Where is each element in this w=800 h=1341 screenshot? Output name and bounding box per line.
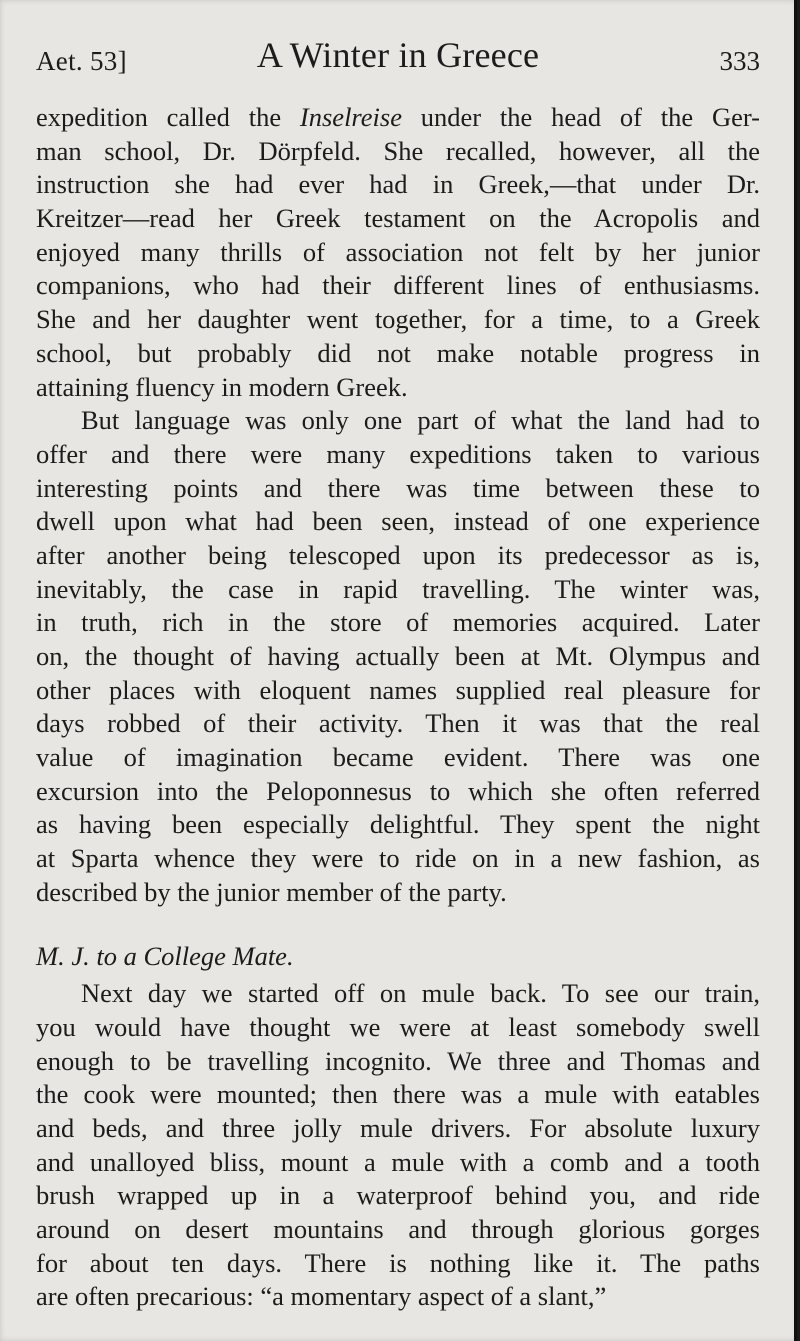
- text-line: man school, Dr. Dörpfeld. She recalled, however, all the: [36, 135, 760, 166]
- text-line: enjoyed many thrills of association not felt by her junior: [36, 236, 760, 267]
- text-line: Kreitzer—read her Greek testament on the Acropolis and: [36, 203, 760, 234]
- header-age-note: Aet. 53]: [36, 46, 127, 76]
- page-number: 333: [719, 46, 760, 76]
- text-line: Next day we started off on mule back. To see our train,: [81, 978, 760, 1009]
- text-line: you would have thought we were at least somebody swell: [36, 1011, 760, 1042]
- text-line: inevitably, the case in rapid travelling. The winter was,: [36, 573, 760, 604]
- page-edge-shadow: [794, 0, 797, 1341]
- paragraph-2: [36, 404, 760, 909]
- text-line: in truth, rich in the store of memories acquired. Later: [36, 607, 760, 638]
- text-line: companions, who had their different lines of enthusiasms.: [36, 270, 760, 301]
- text-line: the cook were mounted; then there was a mule with eatables: [36, 1079, 760, 1110]
- text-line: But language was only one part of what the land had to: [81, 405, 760, 436]
- text-line: as having been especially delightful. They spent the night: [36, 809, 760, 840]
- text-line: described by the junior member of the party.: [36, 876, 507, 907]
- text-line: school, but probably did not make notable progress in: [36, 337, 760, 368]
- header-title: A Winter in Greece: [256, 35, 540, 75]
- text-line: enough to be travelling incognito. We three and Thomas and: [36, 1045, 760, 1076]
- text-line: after another being telescoped upon its predecessor as is,: [36, 539, 760, 570]
- text-line: for about ten days. There is nothing like it. The paths: [36, 1247, 760, 1278]
- running-header: [36, 30, 760, 80]
- text-line: excursion into the Peloponnesus to which she often referred: [36, 775, 760, 806]
- text-line: value of imagination became evident. There was one: [36, 742, 760, 773]
- text-line: are often precarious: “a momentary aspect of a slant,”: [36, 1281, 607, 1312]
- text-line: on, the thought of having actually been at Mt. Olympus and: [36, 641, 760, 671]
- text-line: days robbed of their activity. Then it was that the real: [36, 708, 760, 739]
- text-line: She and her daughter went together, for a time, to a Greek: [36, 304, 760, 335]
- letter-heading: M. J. to a College Mate.: [36, 940, 294, 971]
- text-line: offer and there were many expeditions taken to various: [36, 438, 760, 469]
- italic-term: Inselreise: [299, 102, 402, 132]
- text-line: instruction she had ever had in Greek,—that under Dr.: [36, 169, 760, 200]
- text-line: dwell upon what had been seen, instead of one experience: [36, 506, 760, 537]
- paragraph-3: [36, 977, 760, 1314]
- text-line: attaining fluency in modern Greek.: [36, 371, 408, 402]
- text-line: other places with eloquent names supplied real pleasure for: [36, 674, 760, 705]
- text-line: at Sparta whence they were to ride on in a new fashion, as: [36, 843, 760, 874]
- text-line: and beds, and three jolly mule drivers. For absolute luxury: [36, 1112, 760, 1143]
- text-line: and unalloyed bliss, mount a mule with a comb and a tooth: [36, 1146, 760, 1177]
- text-line: around on desert mountains and through glorious gorges: [36, 1214, 760, 1244]
- text-line: interesting points and there was time between these to: [36, 472, 760, 503]
- text-line: [36, 101, 760, 135]
- text-fragment: expedition called the: [36, 102, 300, 132]
- paragraph-1: [36, 101, 760, 404]
- text-line: brush wrapped up in a waterproof behind you, and ride: [36, 1180, 760, 1211]
- text-fragment: under the head of the Ger-: [401, 102, 760, 132]
- page-body: [36, 101, 760, 1314]
